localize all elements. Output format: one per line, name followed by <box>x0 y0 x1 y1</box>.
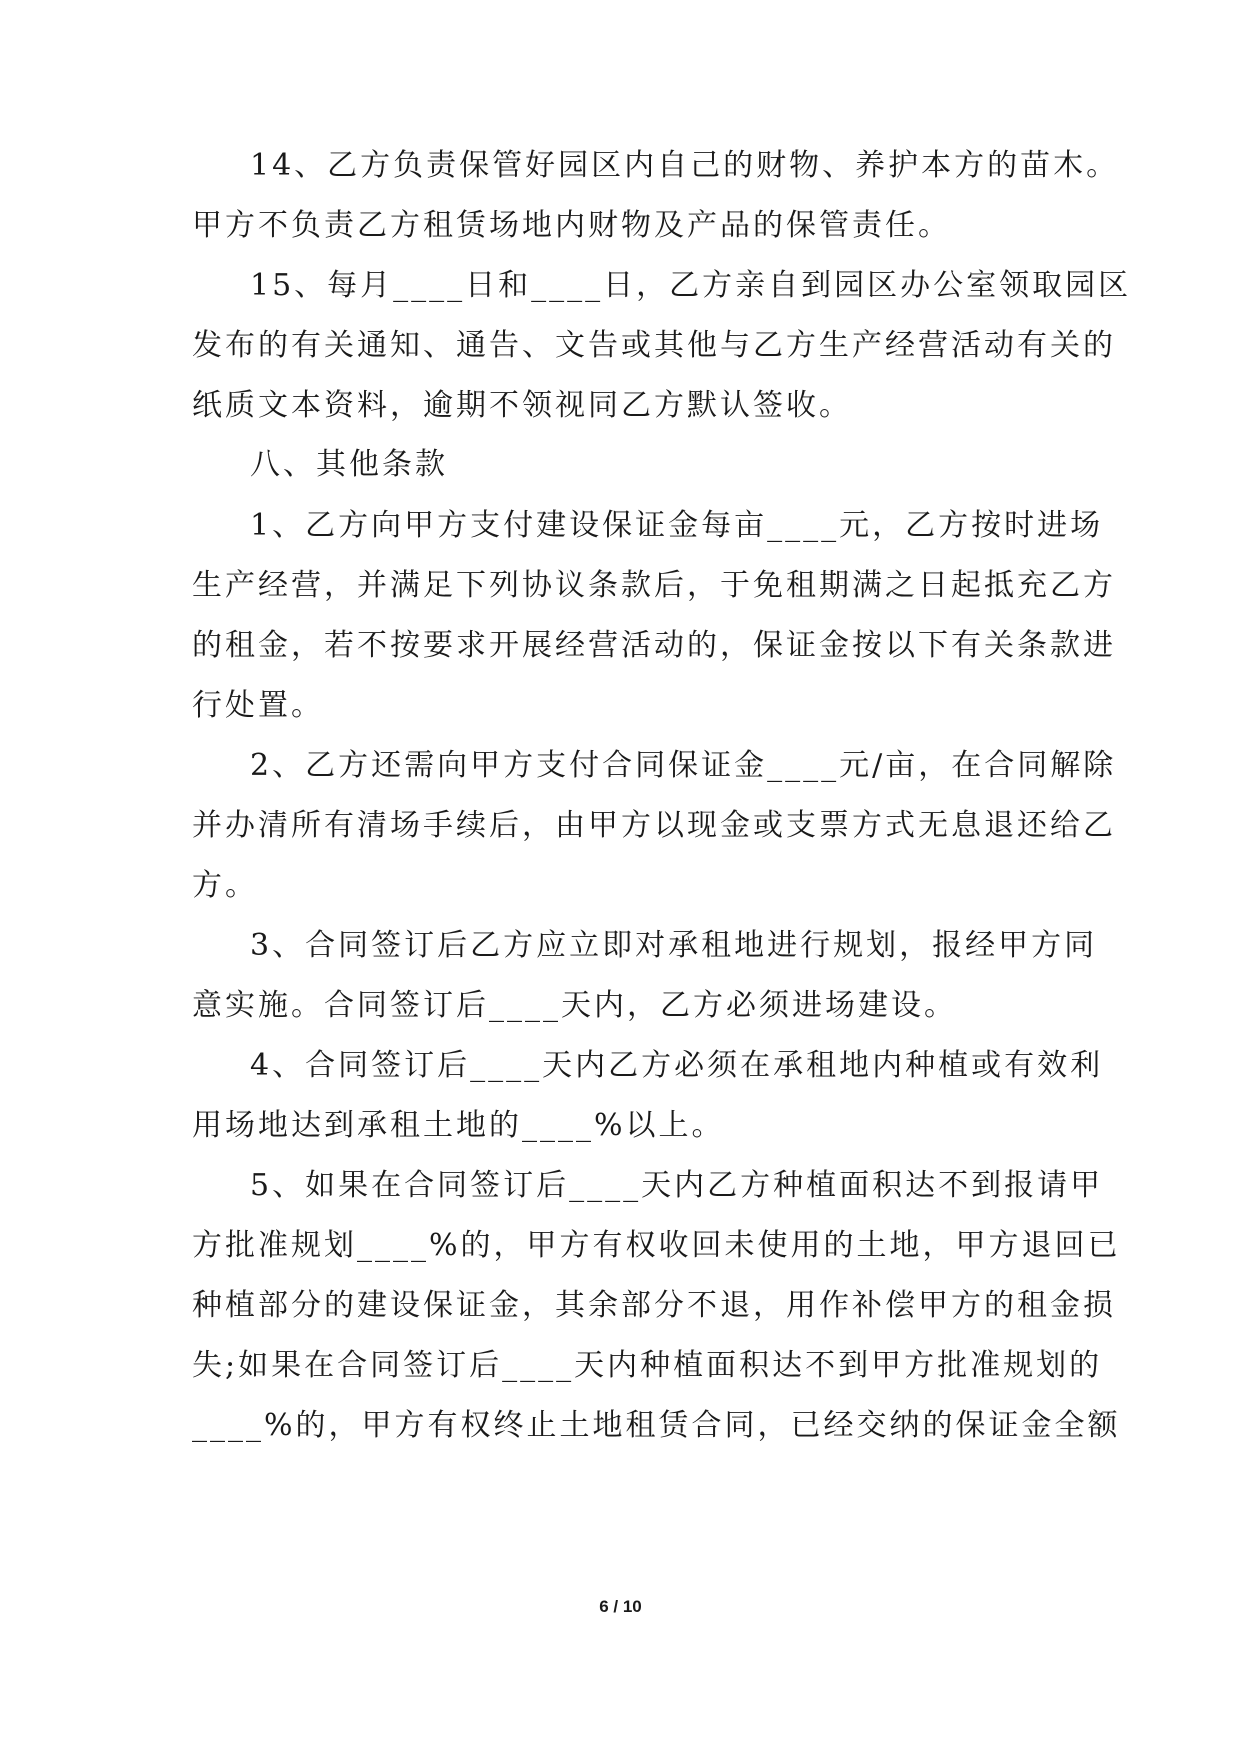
clause-3-line-1: 3、合同签订后乙方应立即对承租地进行规划，报经甲方同 <box>250 928 1098 963</box>
clause-14-line-1: 14、乙方负责保管好园区内自己的财物、养护本方的苗木。 <box>250 148 1120 183</box>
clause-5-line-5: ____%的，甲方有权终止土地租赁合同，已经交纳的保证金全额 <box>192 1408 1121 1443</box>
clause-15-line-1: 15、每月____日和____日，乙方亲自到园区办公室领取园区 <box>250 268 1132 303</box>
clause-5-line-4: 失;如果在合同签订后____天内种植面积达不到甲方批准规划的 <box>192 1348 1103 1383</box>
clause-2-line-1: 2、乙方还需向甲方支付合同保证金____元/亩，在合同解除 <box>250 748 1117 783</box>
clause-14-line-2: 甲方不负责乙方租赁场地内财物及产品的保管责任。 <box>192 208 951 243</box>
clause-1-line-2: 生产经营，并满足下列协议条款后，于免租期满之日起抵充乙方 <box>192 568 1116 603</box>
clause-1-line-3: 的租金，若不按要求开展经营活动的，保证金按以下有关条款进 <box>192 628 1116 663</box>
clause-5-line-2: 方批准规划____%的，甲方有权收回未使用的土地，甲方退回已 <box>192 1228 1121 1263</box>
clause-5-line-1: 5、如果在合同签订后____天内乙方种植面积达不到报请甲 <box>250 1168 1104 1203</box>
clause-15-line-2: 发布的有关通知、通告、文告或其他与乙方生产经营活动有关的 <box>192 328 1116 363</box>
clause-3-line-2: 意实施。合同签订后____天内，乙方必须进场建设。 <box>192 988 957 1023</box>
section-heading-eight: 八、其他条款 <box>250 447 448 482</box>
clause-1-line-4: 行处置。 <box>192 688 324 723</box>
clause-2-line-3: 方。 <box>192 868 258 903</box>
clause-5-line-3: 种植部分的建设保证金，其余部分不退，用作补偿甲方的租金损 <box>192 1288 1116 1323</box>
clause-4-line-2: 用场地达到承租土地的____%以上。 <box>192 1108 725 1143</box>
clause-4-line-1: 4、合同签订后____天内乙方必须在承租地内种植或有效利 <box>250 1048 1104 1083</box>
clause-2-line-2: 并办清所有清场手续后，由甲方以现金或支票方式无息退还给乙 <box>192 808 1116 843</box>
clause-1-line-1: 1、乙方向甲方支付建设保证金每亩____元，乙方按时进场 <box>250 508 1104 543</box>
clause-15-line-3: 纸质文本资料，逾期不领视同乙方默认签收。 <box>192 388 852 423</box>
page-number: 6 / 10 <box>599 1597 642 1616</box>
